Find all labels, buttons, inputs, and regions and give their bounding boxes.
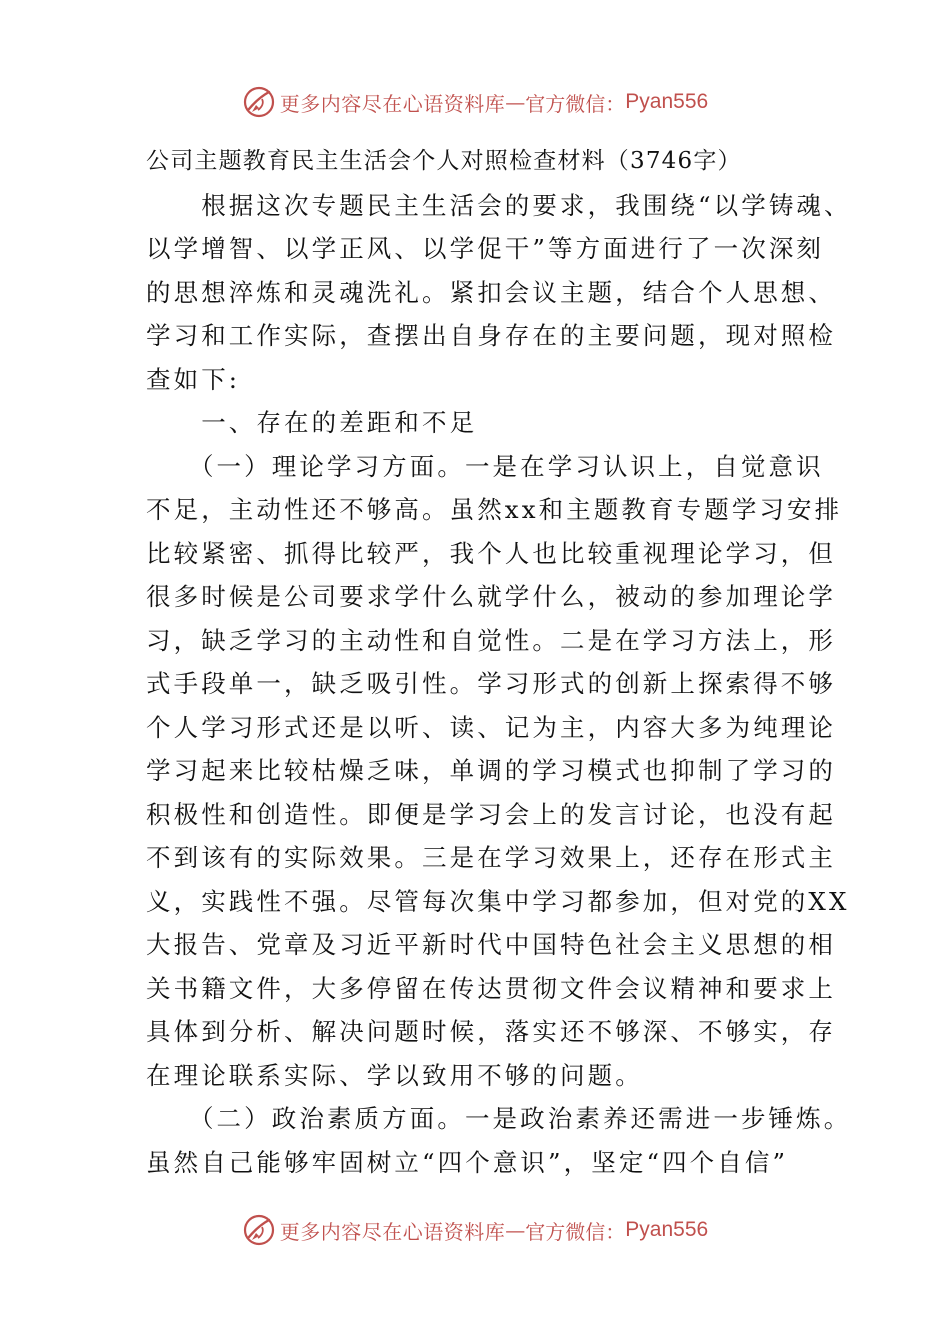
text-line: 积极性和创造性。即便是学习会上的发言讨论，也没有起 xyxy=(146,799,836,829)
text-line: （一）理论学习方面。一是在学习认识上，自觉意识 xyxy=(146,451,824,481)
banner-separator: — xyxy=(505,1218,526,1242)
text-line: 在理论联系实际、学以致用不够的问题。 xyxy=(146,1060,643,1090)
text-line: 很多时候是公司要求学什么就学什么，被动的参加理论学 xyxy=(146,582,836,611)
text-line: 具体到分析、解决问题时候，落实还不够深、不够实，存 xyxy=(146,1017,836,1046)
watermark-banner-top xyxy=(0,80,950,124)
pen-logo-icon xyxy=(242,85,276,119)
text-line: 根据这次专题民主生活会的要求，我围绕“以学铸魂、 xyxy=(146,190,852,220)
banner-wechat-id: Pyan556 xyxy=(625,90,709,113)
text-line: 式手段单一，缺乏吸引性。学习形式的创新上探索得不够 xyxy=(146,669,836,698)
text-line: 以学增智、以学正风、以学促干”等方面进行了一次深刻 xyxy=(146,234,825,263)
banner-separator: — xyxy=(505,90,526,114)
banner-wechat-label: 官方微信： xyxy=(525,1219,626,1244)
document-body xyxy=(146,140,852,1184)
banner-text: 更多内容尽在心语资料库 xyxy=(279,91,506,116)
text-line: 个人学习形式还是以听、读、记为主，内容大多为纯理论 xyxy=(146,712,836,742)
text-line: 查如下: xyxy=(146,364,241,394)
watermark-banner-bottom xyxy=(0,1208,950,1252)
text-line: 学习起来比较枯燥乏味，单调的学习模式也抑制了学习的 xyxy=(146,756,836,785)
text-line: 比较紧密、抓得比较严，我个人也比较重视理论学习，但 xyxy=(146,538,836,568)
text-line: 大报告、党章及习近平新时代中国特色社会主义思想的相 xyxy=(146,930,836,959)
banner-text: 更多内容尽在心语资料库 xyxy=(279,1219,506,1244)
text-line: 虽然自己能够牢固树立“四个意识”，坚定“四个自信” xyxy=(146,1147,789,1177)
text-line: 不到该有的实际效果。三是在学习效果上，还存在形式主 xyxy=(146,843,836,872)
banner-wechat-label: 官方微信： xyxy=(525,91,626,116)
document-title: 公司主题教育民主生活会个人对照检查材料（3746字） xyxy=(146,148,742,174)
pen-logo-icon xyxy=(242,1213,276,1247)
text-line: 学习和工作实际，查摆出自身存在的主要问题，现对照检 xyxy=(146,321,836,350)
text-line: 关书籍文件，大多停留在传达贯彻文件会议精神和要求上 xyxy=(146,973,836,1003)
text-line: （二）政治素质方面。一是政治素养还需进一步锤炼。 xyxy=(146,1104,852,1133)
text-line: 习，缺乏学习的主动性和自觉性。二是在学习方法上，形 xyxy=(146,625,836,655)
text-line: 义，实践性不强。尽管每次集中学习都参加，但对党的XX xyxy=(146,886,850,916)
text-line: 的思想淬炼和灵魂洗礼。紧扣会议主题，结合个人思想、 xyxy=(146,277,836,307)
text-line: 不足，主动性还不够高。虽然xx和主题教育专题学习安排 xyxy=(146,495,843,524)
section-heading: 一、存在的差距和不足 xyxy=(146,408,478,437)
banner-wechat-id: Pyan556 xyxy=(625,1218,709,1241)
